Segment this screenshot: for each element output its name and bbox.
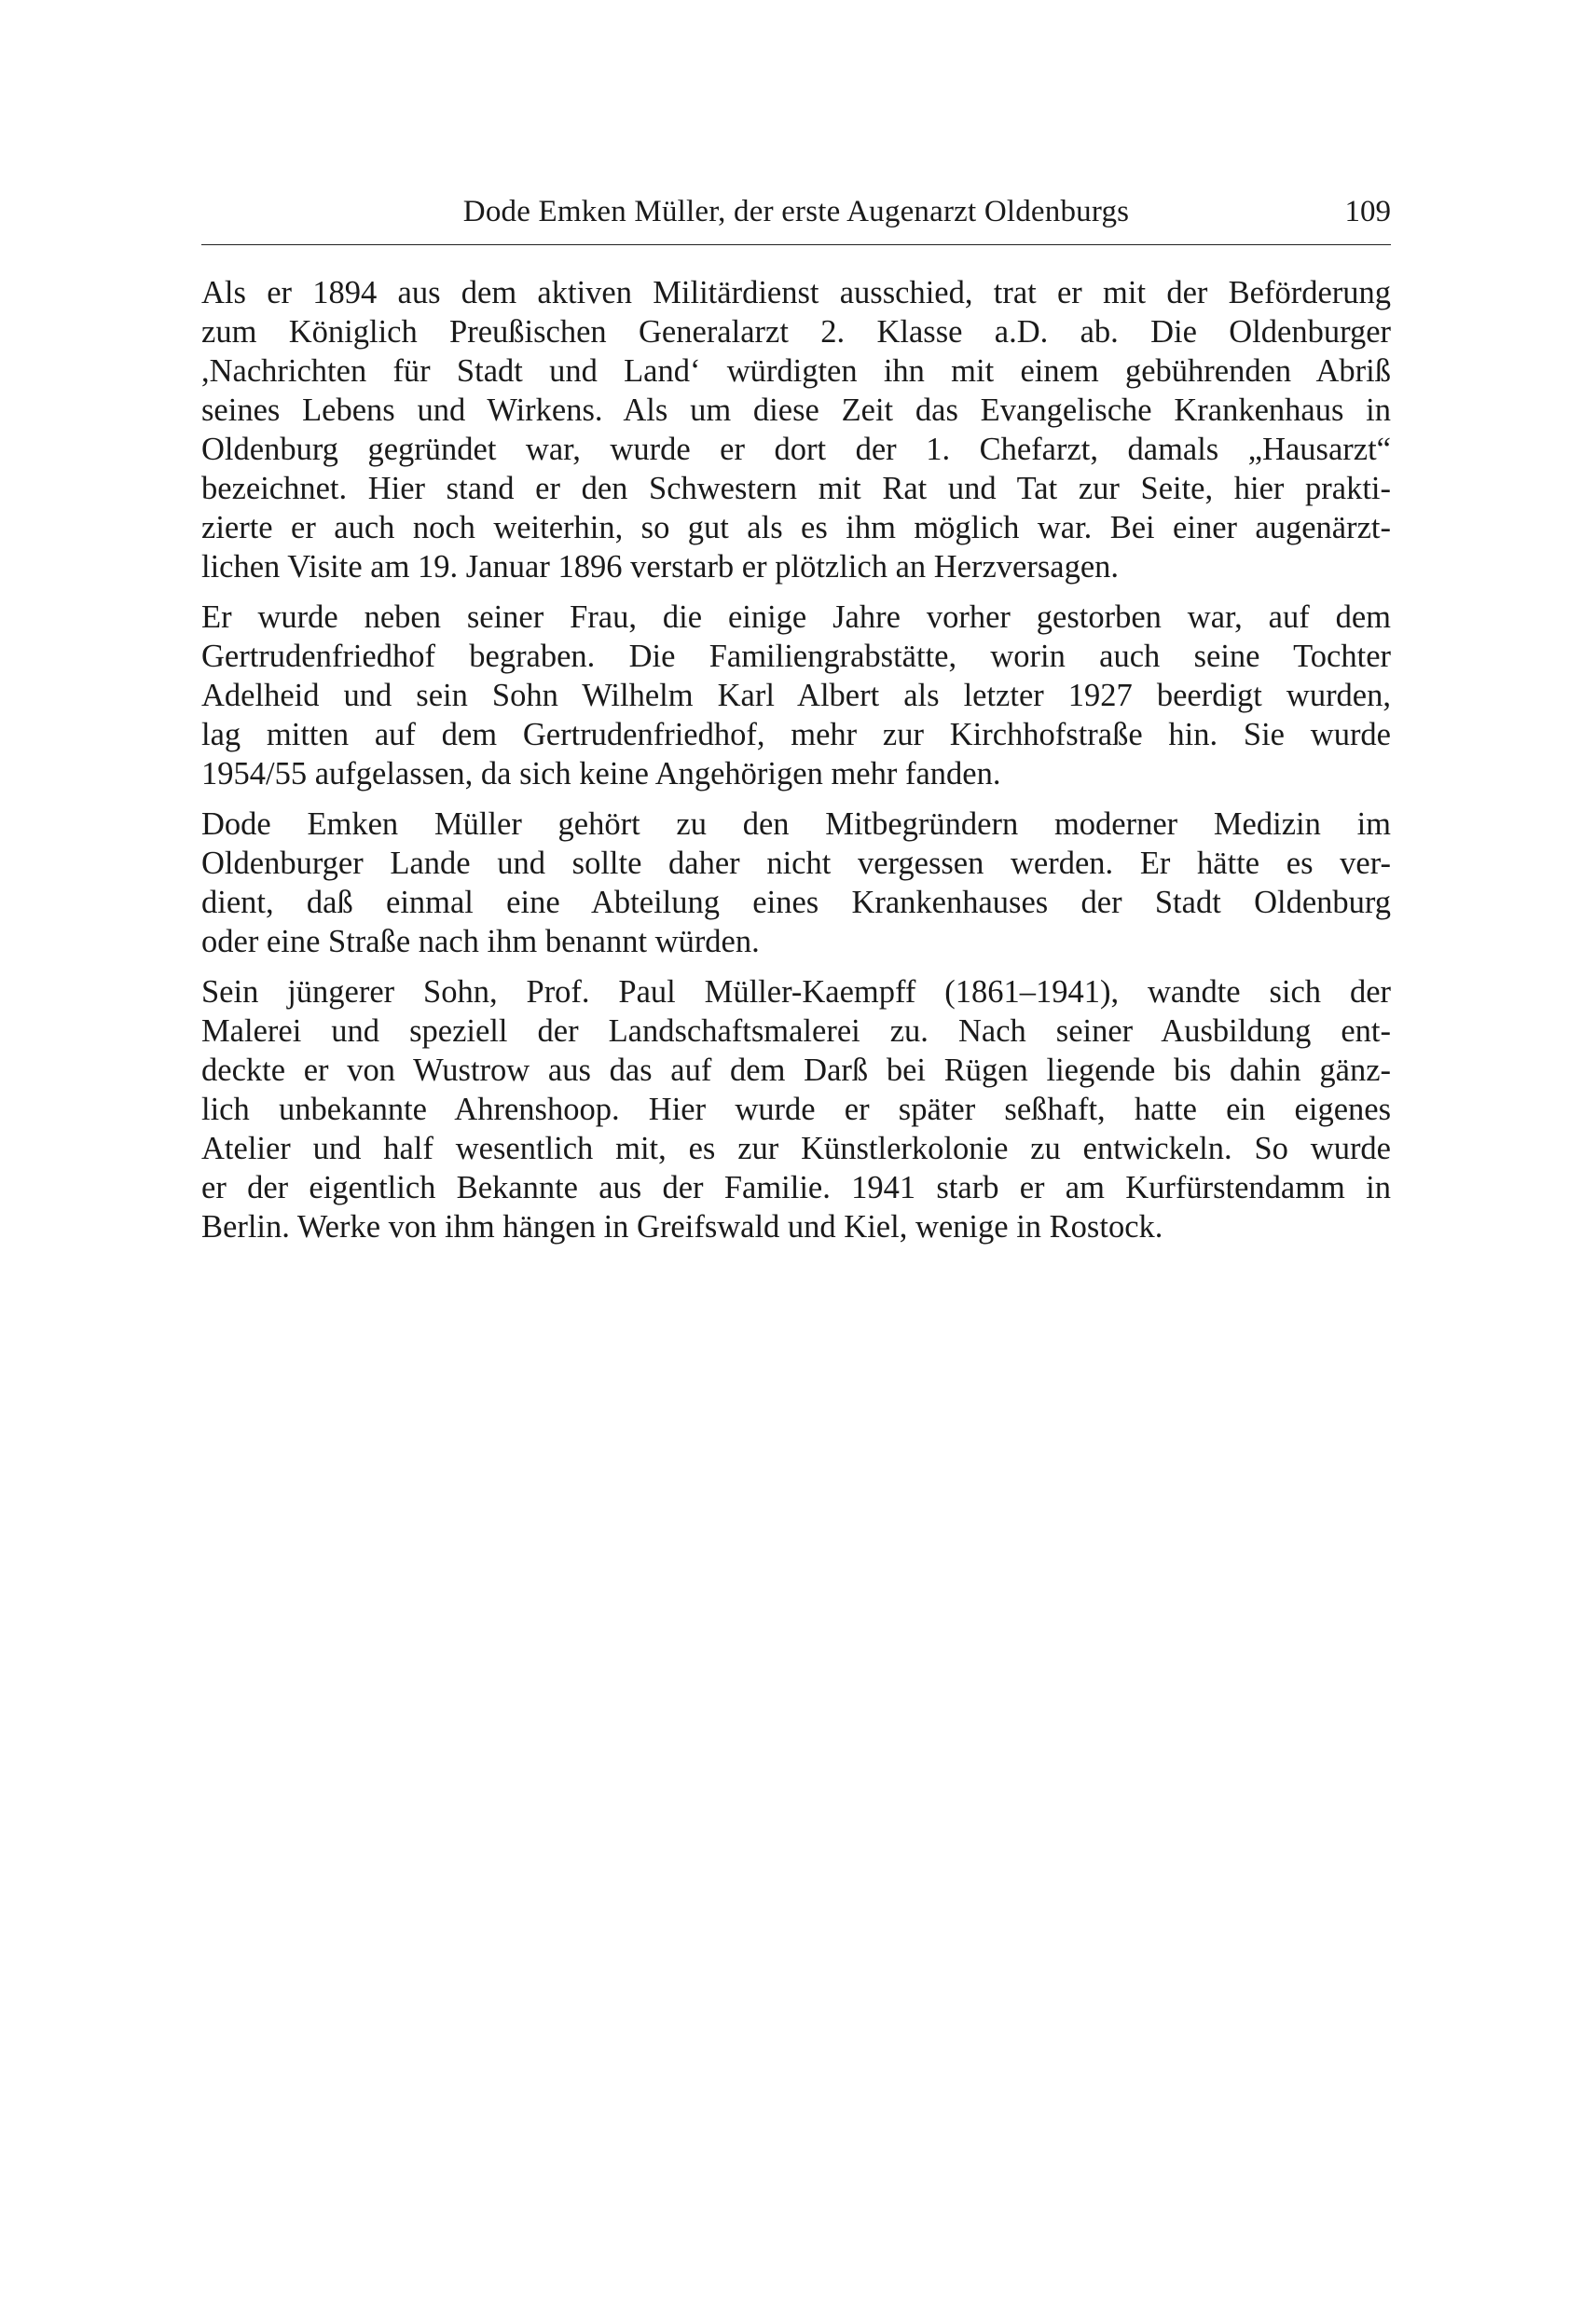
text-line: ,Nachrichten für Stadt und Land‘ würdigten ihn mit einem gebührenden Abriß bbox=[201, 353, 1391, 389]
text-line: Berlin. Werke von ihm hängen in Greifswald und Kiel, wenige in Rostock. bbox=[201, 1209, 1163, 1245]
paragraph-3 bbox=[201, 805, 1391, 961]
text-line: zierte er auch noch weiterhin, so gut als es ihm möglich war. Bei einer augenärzt- bbox=[201, 510, 1391, 545]
text-line: lich unbekannte Ahrenshoop. Hier wurde er später seßhaft, hatte ein eigenes bbox=[201, 1092, 1391, 1127]
text-line: er der eigentlich Bekannte aus der Familie. 1941 starb er am Kurfürstendamm in bbox=[201, 1170, 1391, 1205]
paragraph-4 bbox=[201, 972, 1391, 1246]
text-line: lag mitten auf dem Gertrudenfriedhof, mehr zur Kirchhofstraße hin. Sie wurde bbox=[201, 717, 1391, 752]
text-line: 1954/55 aufgelassen, da sich keine Angehörigen mehr fanden. bbox=[201, 756, 1001, 791]
text-line: Als er 1894 aus dem aktiven Militärdienst ausschied, trat er mit der Beförderung bbox=[201, 275, 1391, 310]
header-rule bbox=[201, 244, 1391, 245]
text-line: Atelier und half wesentlich mit, es zur Künstlerkolonie zu entwickeln. So wurde bbox=[201, 1131, 1391, 1166]
running-title: Dode Emken Müller, der erste Augenarzt Oldenburgs bbox=[462, 195, 1130, 228]
text-line: Dode Emken Müller gehört zu den Mitbegründern moderner Medizin im bbox=[201, 806, 1391, 842]
text-line: deckte er von Wustrow aus das auf dem Darß bei Rügen liegende bis dahin gänz- bbox=[201, 1053, 1391, 1088]
text-line: Oldenburger Lande und sollte daher nicht vergessen werden. Er hätte es ver- bbox=[201, 846, 1391, 881]
text-line: Malerei und speziell der Landschaftsmalerei zu. Nach seiner Ausbildung ent- bbox=[201, 1013, 1391, 1049]
text-line: zum Königlich Preußischen Generalarzt 2. Klasse a.D. ab. Die Oldenburger bbox=[201, 314, 1391, 350]
text-line: Er wurde neben seiner Frau, die einige Jahre vorher gestorben war, auf dem bbox=[201, 599, 1391, 635]
text-line: Adelheid und sein Sohn Wilhelm Karl Albert als letzter 1927 beerdigt wurden, bbox=[201, 678, 1391, 713]
paragraph-1 bbox=[201, 273, 1391, 586]
text-line: bezeichnet. Hier stand er den Schwestern mit Rat und Tat zur Seite, hier prakti- bbox=[201, 471, 1391, 506]
text-line: dient, daß einmal eine Abteilung eines Krankenhauses der Stadt Oldenburg bbox=[201, 885, 1391, 920]
text-line: oder eine Straße nach ihm benannt würden. bbox=[201, 924, 760, 959]
running-head bbox=[201, 191, 1391, 232]
page-number: 109 bbox=[1344, 195, 1391, 228]
text-line: Oldenburg gegründet war, wurde er dort der 1. Chefarzt, damals „Hausarzt“ bbox=[201, 432, 1391, 467]
text-line: Sein jüngerer Sohn, Prof. Paul Müller-Kaempff (1861–1941), wandte sich der bbox=[201, 974, 1391, 1010]
text-line: seines Lebens und Wirkens. Als um diese Zeit das Evangelische Krankenhaus in bbox=[201, 392, 1391, 428]
paragraph-2 bbox=[201, 598, 1391, 793]
text-line: lichen Visite am 19. Januar 1896 verstarb er plötzlich an Herzversagen. bbox=[201, 549, 1120, 585]
body-text bbox=[201, 273, 1391, 1258]
text-line: Gertrudenfriedhof begraben. Die Familiengrabstätte, worin auch seine Tochter bbox=[201, 639, 1391, 674]
